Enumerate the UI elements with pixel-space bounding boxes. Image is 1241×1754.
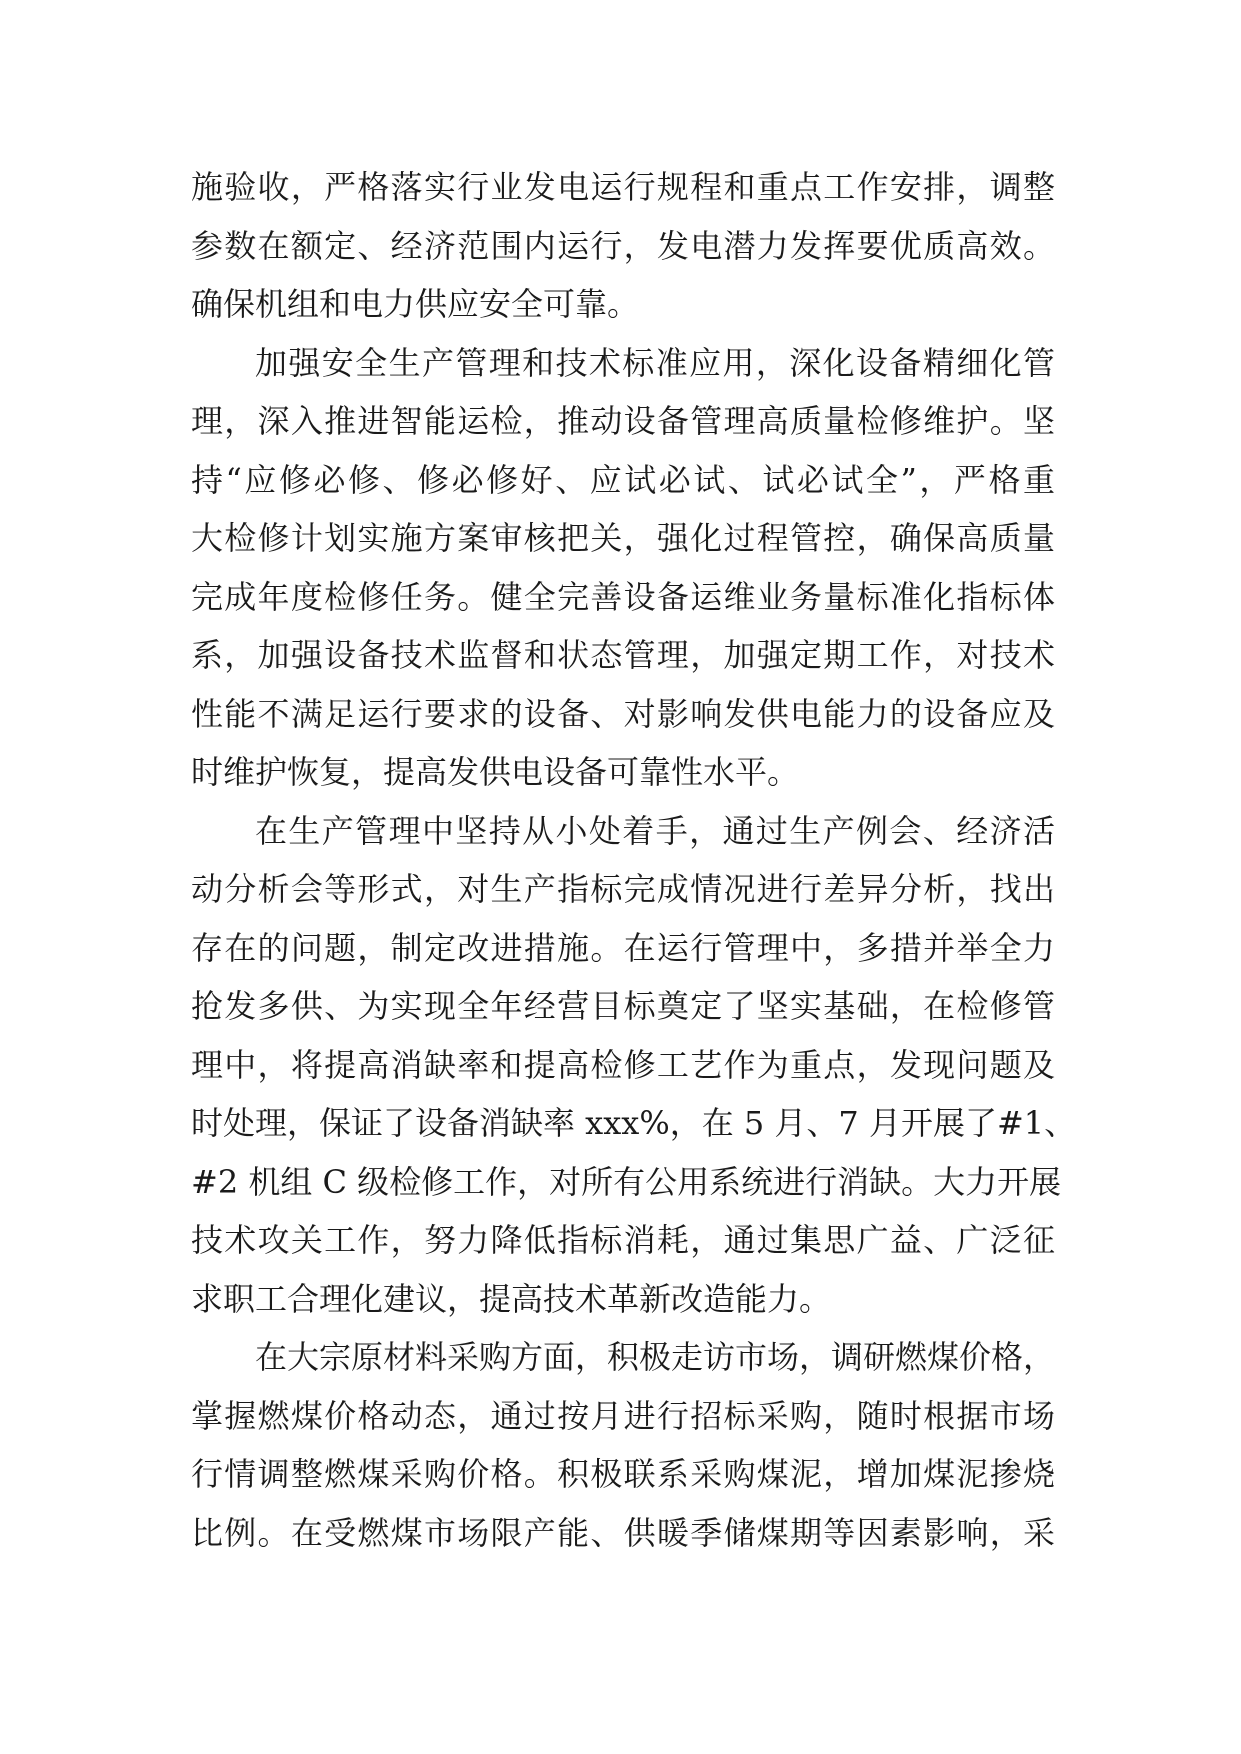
paragraph-line: 完成年度检修任务。健全完善设备运维业务量标准化指标体 <box>191 577 1055 616</box>
paragraph-line: 系，加强设备技术监督和状态管理，加强定期工作，对技术 <box>191 636 1055 674</box>
paragraph-line: 求职工合理化建议，提高技术革新改造能力。 <box>191 1279 832 1318</box>
paragraph-line: 动分析会等形式，对生产指标完成情况进行差异分析，找出 <box>191 870 1055 908</box>
paragraph-line: 性能不满足运行要求的设备、对影响发供电能力的设备应及 <box>191 694 1055 733</box>
paragraph-line: 技术攻关工作，努力降低指标消耗，通过集思广益、广泛征 <box>191 1221 1055 1259</box>
paragraph-line: 大检修计划实施方案审核把关，强化过程管控，确保高质量 <box>191 519 1055 557</box>
paragraph-line: 理中，将提高消缺率和提高检修工艺作为重点，发现问题及 <box>191 1045 1055 1084</box>
paragraph-line: 持“应修必修、修必修好、应试必试、试必试全”，严格重 <box>191 460 1055 499</box>
paragraph-first-line: 加强安全生产管理和技术标准应用，深化设备精细化管 <box>255 343 1055 382</box>
paragraph-line: 掌握燃煤价格动态，通过按月进行招标采购，随时根据市场 <box>191 1396 1055 1435</box>
paragraph-line: 存在的问题，制定改进措施。在运行管理中，多措并举全力 <box>191 928 1055 967</box>
paragraph-line: 时维护恢复，提高发供电设备可靠性水平。 <box>191 753 800 791</box>
paragraph-line: 比例。在受燃煤市场限产能、供暖季储煤期等因素影响，采 <box>191 1513 1055 1552</box>
paragraph-line: #2 机组 C 级检修工作，对所有公用系统进行消缺。大力开展 <box>191 1162 1062 1201</box>
paragraph-line: 行情调整燃煤采购价格。积极联系采购煤泥，增加煤泥掺烧 <box>191 1455 1055 1493</box>
paragraph-first-line: 在生产管理中坚持从小处着手，通过生产例会、经济活 <box>255 811 1055 850</box>
paragraph-line: 理，深入推进智能运检，推动设备管理高质量检修维护。坚 <box>191 402 1055 440</box>
paragraph-line: 抢发多供、为实现全年经营目标奠定了坚实基础，在检修管 <box>191 987 1055 1025</box>
paragraph-line: 确保机组和电力供应安全可靠。 <box>191 285 640 323</box>
paragraph-line: 施验收，严格落实行业发电运行规程和重点工作安排，调整 <box>191 168 1055 206</box>
paragraph-line: 参数在额定、经济范围内运行，发电潜力发挥要优质高效。 <box>191 226 1055 265</box>
paragraph-first-line: 在大宗原材料采购方面，积极走访市场，调研燃煤价格， <box>255 1338 1056 1376</box>
paragraph-line: 时处理，保证了设备消缺率 xxx%，在 5 月、7 月开展了#1、 <box>191 1104 1077 1142</box>
document-body <box>191 158 1077 1562</box>
